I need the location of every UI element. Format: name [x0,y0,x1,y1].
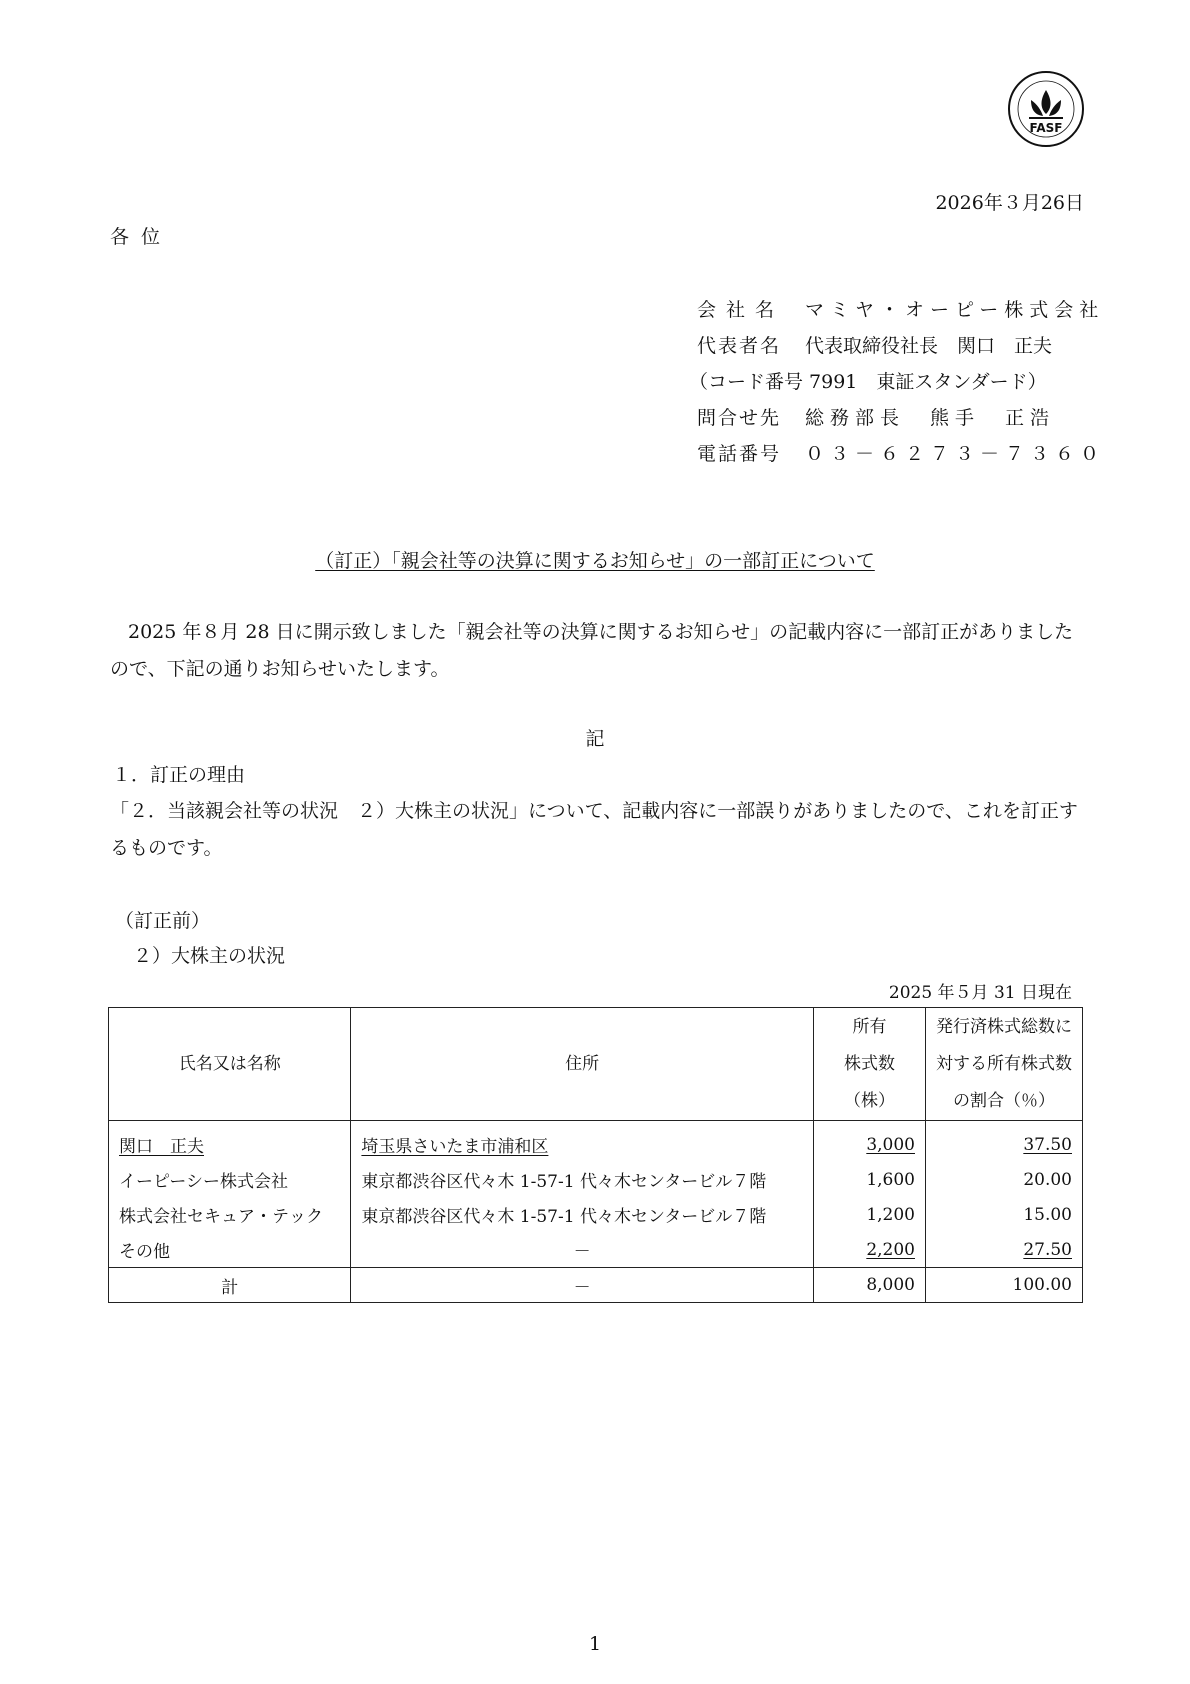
row-name: イーピーシー株式会社 [109,1162,351,1197]
before-correction-label: （訂正前） [115,910,211,932]
header-ratio-line1: 発行済株式総数に [935,1016,1072,1037]
row-shares: 2,200 [866,1239,915,1260]
company-info [689,292,1106,472]
total-label: 計 [109,1268,351,1303]
row-ratio: 27.50 [1023,1239,1072,1260]
company-name: マミヤ・オーピー株式会社 [805,299,1105,321]
row-name: 株式会社セキュア・テック [109,1197,351,1232]
table-header-row [109,1008,1083,1121]
row-address: 埼玉県さいたま市浦和区 [361,1137,549,1157]
total-address: － [351,1268,814,1303]
ki-heading: 記 [585,728,605,750]
contact-person: 総務部長 熊手 正浩 [805,407,1056,429]
phone-number: ０３－６２７３－７３６０ [805,443,1106,465]
header-address: 住所 [351,1008,814,1121]
company-name-label: 会社名 [697,299,785,321]
row-address: 東京都渋谷区代々木 1-57-1 代々木センタービル７階 [351,1162,814,1197]
header-shares-line1: 所有 [852,1016,887,1037]
section-1-heading: １．訂正の理由 [112,764,246,786]
as-of-date: 2025 年５月 31 日現在 [888,983,1072,1003]
total-shares: 8,000 [813,1268,925,1303]
document-title [0,546,1190,573]
correction-reason: 「２．当該親会社等の状況 ２）大株主の状況」について、記載内容に一部誤りがありましたので、これを訂正するものです。 [110,800,1078,859]
document-date: 2026年３月26日 [935,192,1084,214]
row-name: その他 [109,1232,351,1268]
table-row [109,1121,1083,1163]
intro-paragraph: 2025 年８月 28 日に開示致しました「親会社等の決算に関するお知らせ」の記載内容に一部訂正がありましたので、下記の通りお知らせいたします。 [110,621,1074,680]
page-number: 1 [588,1633,602,1655]
header-shares [813,1008,925,1121]
stock-code: （コード番号 7991 東証スタンダード） [689,371,1047,393]
row-address: 東京都渋谷区代々木 1-57-1 代々木センタービル７階 [351,1197,814,1232]
row-shares: 1,200 [813,1197,925,1232]
header-ratio-line2: 対する所有株式数 [935,1053,1072,1074]
row-shares: 3,000 [866,1134,915,1155]
contact-row [697,400,1105,436]
header-shares-line3: （株） [843,1090,895,1111]
header-ratio [925,1008,1082,1121]
row-shares: 1,600 [813,1162,925,1197]
row-ratio: 37.50 [1023,1134,1072,1155]
table-row [109,1197,1083,1232]
header-ratio-line3: の割合（％） [952,1090,1055,1111]
fasf-logo [1007,70,1085,148]
contact-label: 問合せ先 [697,407,782,429]
representative: 代表取締役社長 関口 正夫 [805,335,1053,357]
representative-row [697,328,1105,364]
phone-label: 電話番号 [697,443,782,465]
row-ratio: 15.00 [925,1197,1082,1232]
document-title-text: （訂正）「親会社等の決算に関するお知らせ」の一部訂正について [315,550,875,572]
major-shareholders-heading: ２）大株主の状況 [133,945,286,967]
row-address: － [351,1232,814,1268]
company-name-row [697,292,1105,328]
header-name: 氏名又は名称 [109,1008,351,1121]
fasf-logo-text: FASF [1029,121,1063,135]
table-total-row [109,1268,1083,1303]
header-shares-line2: 株式数 [843,1053,895,1074]
row-ratio: 20.00 [925,1162,1082,1197]
table-row [109,1232,1083,1268]
representative-label: 代表者名 [697,335,782,357]
total-ratio: 100.00 [925,1268,1082,1303]
phone-row [697,436,1105,472]
shareholders-table [108,1007,1083,1303]
row-name: 関口 正夫 [119,1137,204,1157]
fasf-seal-icon [1007,70,1085,148]
addressee: 各位 [110,226,173,248]
table-row [109,1162,1083,1197]
